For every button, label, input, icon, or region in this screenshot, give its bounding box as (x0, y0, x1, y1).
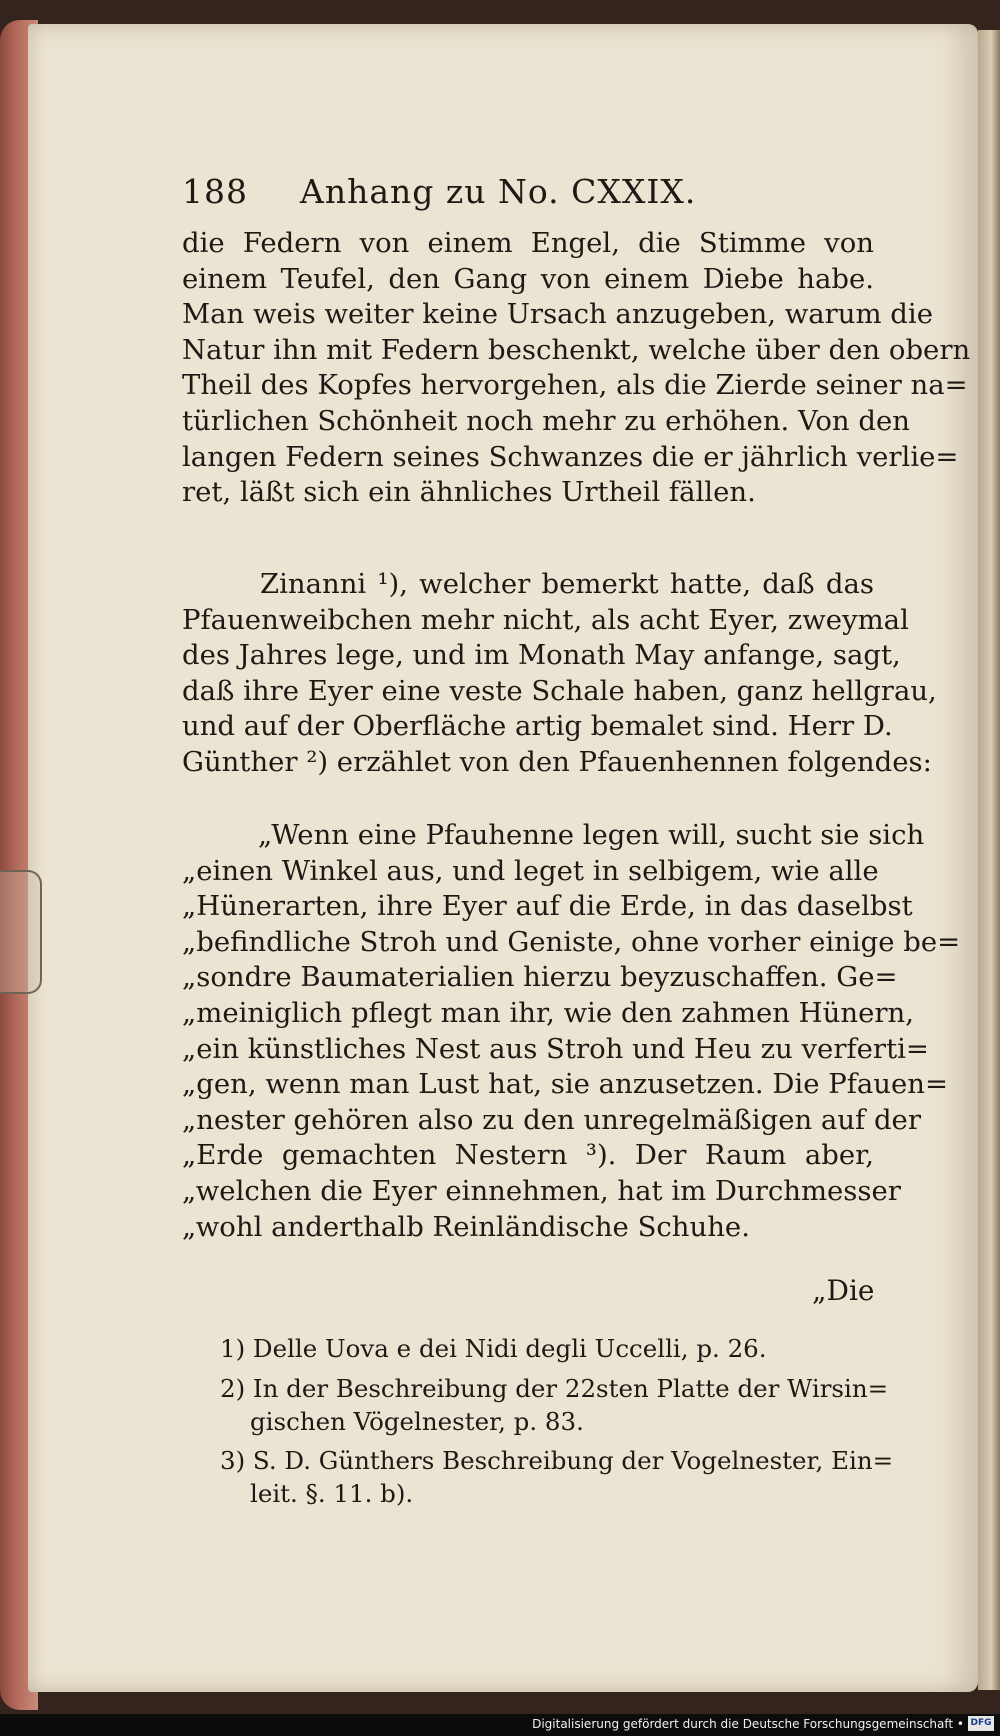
text-line: „welchen die Eyer einnehmen, hat im Durchmesser (182, 1174, 901, 1207)
text-line: und auf der Oberfläche artig bemalet sind. Herr D. (182, 710, 893, 743)
footnote-3 (220, 1444, 894, 1510)
footnote-1 (220, 1332, 878, 1365)
text-line: daß ihre Eyer eine veste Schale haben, ganz hellgrau, (182, 674, 937, 707)
paragraph-1 (182, 226, 971, 511)
next-page-edge (978, 30, 1000, 1690)
text-line: Man weis weiter keine Ursach anzugeben, warum die (182, 298, 933, 331)
footnote-2 (220, 1372, 889, 1438)
text-line: „Erde gemachten Nestern ³). Der Raum aber, (182, 1139, 874, 1172)
footnote-line: 2) In der Beschreibung der 22sten Platte der Wirsin= (220, 1374, 889, 1403)
quotation (182, 818, 961, 1245)
running-head (182, 172, 762, 211)
text-line: „wohl anderthalb Reinländische Schuhe. (182, 1210, 750, 1243)
page-number: 188 (182, 172, 248, 211)
paragraph-2 (182, 567, 937, 781)
footnote-line: 1) Delle Uova e dei Nidi degli Uccelli, p. 26. (220, 1334, 767, 1363)
footnote-line: 3) S. D. Günthers Beschreibung der Vogelnester, Ein= (220, 1446, 894, 1475)
digitization-credit: Digitalisierung gefördert durch die Deutsche Forschungsgemeinschaft • (532, 1717, 964, 1731)
text-line: „gen, wenn man Lust hat, sie anzusetzen. Die Pfauen= (182, 1068, 949, 1101)
text-line: „nester gehören also zu den unregelmäßigen auf der (182, 1103, 921, 1136)
text-line: Zinanni ¹), welcher bemerkt hatte, daß das (260, 568, 874, 600)
text-line: türlichen Schönheit noch mehr zu erhöhen. Von den (182, 404, 910, 437)
text-line: „Wenn eine Pfauhenne legen will, sucht sie sich (258, 819, 925, 851)
text-line: Pfauenweibchen mehr nicht, als acht Eyer, zweymal (182, 603, 909, 636)
text-line: „meiniglich pflegt man ihr, wie den zahmen Hünern, (182, 996, 914, 1029)
clasp-ribbon (0, 870, 42, 994)
footnote-line: leit. §. 11. b). (250, 1479, 414, 1508)
catchword: „Die (812, 1274, 875, 1307)
text-line: Natur ihn mit Federn beschenkt, welche über den obern (182, 333, 971, 366)
dfg-logo: DFG (968, 1716, 994, 1731)
text-line: langen Federn seines Schwanzes die er jährlich verlie= (182, 440, 959, 473)
text-line: „einen Winkel aus, und leget in selbigem, wie alle (182, 854, 879, 887)
running-title: Anhang zu No. CXXIX. (300, 172, 697, 211)
footnote-line: gischen Vögelnester, p. 83. (250, 1407, 584, 1436)
text-line: Günther ²) erzählet von den Pfauenhennen folgendes: (182, 745, 932, 778)
text-line: „befindliche Stroh und Geniste, ohne vorher einige be= (182, 925, 961, 958)
text-line: einem Teufel, den Gang von einem Diebe habe. (182, 262, 874, 295)
text-line: Theil des Kopfes hervorgehen, als die Zierde seiner na= (182, 369, 968, 402)
text-line: die Federn von einem Engel, die Stimme von (182, 227, 874, 259)
text-line: ret, läßt sich ein ähnliches Urtheil fällen. (182, 476, 756, 509)
text-line: des Jahres lege, und im Monath May anfange, sagt, (182, 639, 901, 672)
text-line: „ein künstliches Nest aus Stroh und Heu zu verferti= (182, 1032, 929, 1065)
text-line: „Hünerarten, ihre Eyer auf die Erde, in das daselbst (182, 890, 913, 923)
text-line: „sondre Baumaterialien hierzu beyzuschaffen. Ge= (182, 961, 898, 994)
